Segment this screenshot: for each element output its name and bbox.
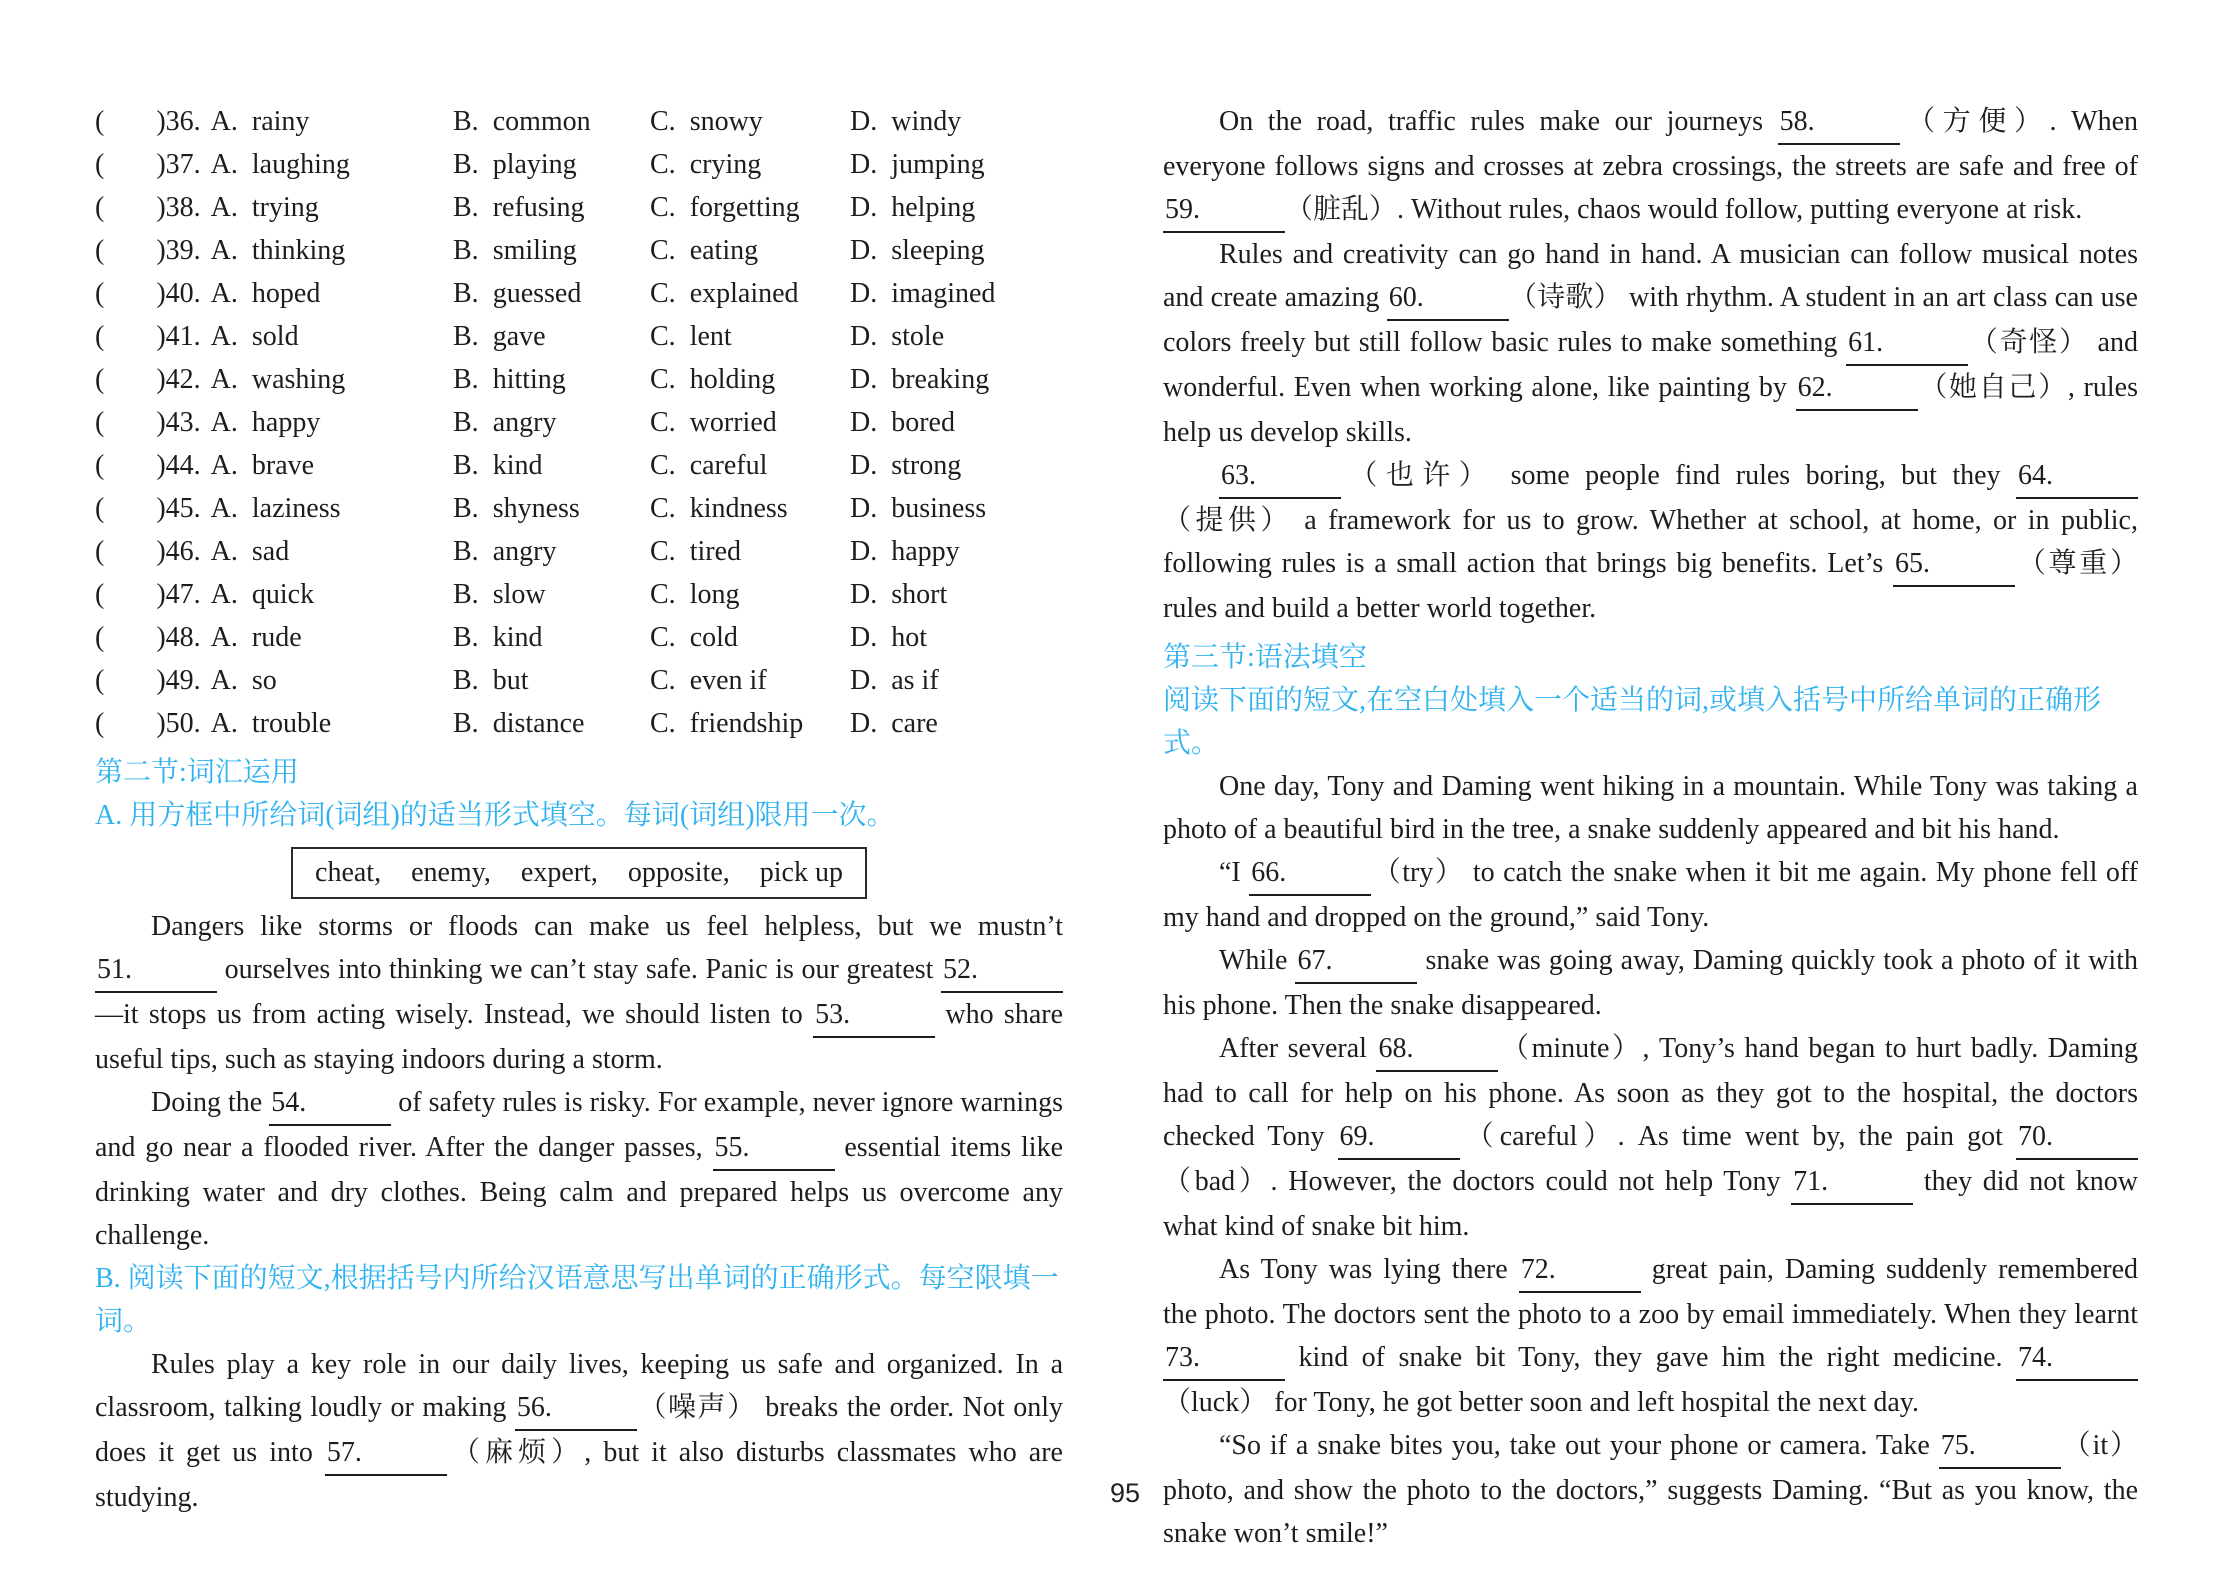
option-text: holding [689, 364, 776, 395]
option-text: long [689, 579, 740, 610]
option-text: slow [492, 579, 546, 610]
fill-in-blank: 61. [1846, 321, 1968, 366]
option-text: breaking [891, 364, 990, 395]
option-label: A. [210, 708, 238, 739]
mcq-stem-cell [95, 358, 453, 401]
passage-paragraph: Dangers like storms or floods can make us feel helpless, but we mustn’t 51. ourselves into thinking we can’t stay safe. Panic is our greatest 52.—it stops us from acting wisely. Instead, we should listen to 53. who share useful tips, such as staying indoors during a storm. [95, 911, 1064, 1075]
option-text: thinking [251, 235, 346, 266]
mcq-option-cell [650, 401, 850, 444]
option-text: sold [251, 321, 299, 352]
parenthetical-hint: （luck） [1163, 1387, 1268, 1418]
mcq-stem-cell [95, 315, 453, 358]
page-number: 95 [1109, 1478, 1141, 1508]
option-text: rude [251, 622, 302, 653]
option-text: but [492, 665, 529, 696]
fill-in-blank: 51. [95, 948, 217, 993]
option-text: so [251, 665, 277, 696]
mcq-option-cell [650, 616, 850, 659]
option-label: D. [850, 149, 878, 180]
option-text: kind [492, 450, 543, 481]
mcq-option-cell [453, 315, 650, 358]
mcq-option-cell [850, 487, 1063, 530]
option-label: C. [650, 622, 676, 653]
option-label: A. [210, 450, 238, 481]
option-text: as if [891, 665, 939, 696]
mcq-row [95, 659, 1063, 702]
option-label: D. [850, 235, 878, 266]
option-text: refusing [492, 192, 585, 223]
fill-in-blank: 58. [1778, 100, 1900, 145]
question-number: )47. [156, 579, 201, 610]
mcq-option-cell [650, 272, 850, 315]
option-label: C. [650, 665, 676, 696]
fill-in-blank: 65. [1893, 542, 2015, 587]
option-label: A. [210, 536, 238, 567]
option-text: windy [891, 106, 962, 137]
fill-in-blank: 56. [515, 1386, 637, 1431]
option-label: A. [210, 192, 238, 223]
answer-open-paren: ( [95, 149, 105, 180]
mcq-row [95, 315, 1063, 358]
question-number: )49. [156, 665, 201, 696]
mcq-option-cell [850, 358, 1063, 401]
answer-open-paren: ( [95, 192, 105, 223]
option-label: B. [453, 278, 479, 309]
answer-open-paren: ( [95, 536, 105, 567]
option-label: B. [453, 106, 479, 137]
mcq-option-cell [650, 358, 850, 401]
option-label: D. [850, 106, 878, 137]
passage-paragraph: “I 66. （try） to catch the snake when it bit me again. My phone fell off my hand and dropped on the ground,” said Tony. [1163, 851, 2138, 939]
answer-open-paren: ( [95, 708, 105, 739]
parenthetical-hint: （尊重） [2015, 548, 2138, 579]
option-label: D. [850, 407, 878, 438]
parenthetical-hint: （minute） [1498, 1033, 1643, 1064]
mcq-stem-cell [95, 100, 453, 143]
option-label: D. [850, 536, 878, 567]
fill-in-blank: 66. [1249, 851, 1371, 896]
option-label: D. [850, 278, 878, 309]
mcq-row [95, 573, 1063, 616]
question-number: )38. [156, 192, 201, 223]
option-label: C. [650, 149, 676, 180]
mcq-option-cell [453, 186, 650, 229]
option-text: angry [492, 407, 557, 438]
option-text: friendship [689, 708, 804, 739]
word-bank-item: enemy, [411, 857, 491, 888]
option-label: B. [453, 708, 479, 739]
mcq-option-cell [650, 143, 850, 186]
option-text: angry [492, 536, 557, 567]
section3-passage [1163, 765, 2138, 1555]
mcq-option-cell [850, 573, 1063, 616]
option-label: D. [850, 579, 878, 610]
option-text: strong [891, 450, 962, 481]
mcq-row [95, 401, 1063, 444]
parenthetical-hint: （方便） [1899, 106, 2050, 137]
partB-passage-left [95, 1343, 1063, 1519]
fill-in-blank: 63. [1219, 454, 1341, 499]
mcq-option-cell [650, 315, 850, 358]
fill-in-blank: 64. [2016, 454, 2138, 499]
mcq-option-cell [453, 143, 650, 186]
answer-open-paren: ( [95, 665, 105, 696]
mcq-option-cell [850, 272, 1063, 315]
option-label: B. [453, 407, 479, 438]
option-text: happy [251, 407, 321, 438]
option-label: C. [650, 235, 676, 266]
option-label: A. [210, 235, 238, 266]
mcq-option-cell [650, 487, 850, 530]
answer-open-paren: ( [95, 407, 105, 438]
option-text: guessed [492, 278, 582, 309]
word-bank-item: opposite, [627, 857, 730, 888]
partA-passage [95, 905, 1063, 1257]
answer-open-paren: ( [95, 450, 105, 481]
multiple-choice-block [95, 100, 1063, 745]
mcq-row [95, 272, 1063, 315]
fill-in-blank: 75. [1939, 1424, 2061, 1469]
mcq-option-cell [650, 702, 850, 745]
mcq-stem-cell [95, 702, 453, 745]
parenthetical-hint: （try） [1371, 857, 1465, 888]
option-label: A. [210, 407, 238, 438]
fill-in-blank: 52. [941, 948, 1063, 993]
question-number: )42. [156, 364, 201, 395]
option-label: A. [210, 665, 238, 696]
mcq-row [95, 100, 1063, 143]
option-label: A. [210, 321, 238, 352]
mcq-row [95, 616, 1063, 659]
option-label: B. [453, 450, 479, 481]
option-text: careful [689, 450, 768, 481]
option-text: kind [492, 622, 543, 653]
option-text: even if [689, 665, 767, 696]
question-number: )46. [156, 536, 201, 567]
fill-in-blank: 67. [1295, 939, 1417, 984]
option-text: playing [492, 149, 577, 180]
parenthetical-hint: （噪声） [636, 1392, 757, 1423]
option-label: C. [650, 536, 676, 567]
option-label: B. [453, 321, 479, 352]
option-text: crying [689, 149, 762, 180]
mcq-option-cell [850, 616, 1063, 659]
option-text: snowy [689, 106, 763, 137]
option-label: B. [453, 192, 479, 223]
mcq-option-cell [650, 573, 850, 616]
mcq-option-cell [453, 487, 650, 530]
option-text: kindness [689, 493, 788, 524]
option-text: care [891, 708, 938, 739]
mcq-option-cell [453, 272, 650, 315]
parenthetical-hint: （也许） [1341, 460, 1496, 491]
mcq-option-cell [850, 444, 1063, 487]
answer-open-paren: ( [95, 364, 105, 395]
answer-open-paren: ( [95, 622, 105, 653]
option-text: cold [689, 622, 738, 653]
option-text: sleeping [891, 235, 985, 266]
option-label: D. [850, 708, 878, 739]
mcq-stem-cell [95, 487, 453, 530]
option-text: eating [689, 235, 759, 266]
option-label: A. [210, 579, 238, 610]
fill-in-blank: 70. [2016, 1115, 2138, 1160]
fill-in-blank: 68. [1376, 1027, 1498, 1072]
word-bank-wrap [95, 847, 1063, 899]
parenthetical-hint: （奇怪） [1968, 327, 2089, 358]
mcq-option-cell [850, 401, 1063, 444]
mcq-option-cell [650, 530, 850, 573]
option-text: brave [251, 450, 315, 481]
mcq-option-cell [453, 358, 650, 401]
option-label: C. [650, 493, 676, 524]
mcq-option-cell [850, 186, 1063, 229]
answer-open-paren: ( [95, 493, 105, 524]
question-number: )41. [156, 321, 201, 352]
word-bank-item: cheat, [315, 857, 382, 888]
parenthetical-hint: （脏乱） [1285, 194, 1398, 225]
option-text: trouble [251, 708, 332, 739]
mcq-option-cell [850, 100, 1063, 143]
option-text: hot [891, 622, 928, 653]
section3-instruction: 阅读下面的短文,在空白处填入一个适当的词,或填入括号中所给单词的正确形式。 [1163, 685, 2102, 759]
left-column [95, 100, 1063, 1519]
fill-in-blank: 73. [1163, 1336, 1285, 1381]
word-bank [291, 847, 867, 899]
parenthetical-hint: （麻烦） [446, 1437, 585, 1468]
option-label: A. [210, 106, 238, 137]
mcq-option-cell [850, 659, 1063, 702]
option-text: bored [891, 407, 955, 438]
parenthetical-hint: （提供） [1163, 505, 1293, 536]
fill-in-blank: 57. [325, 1431, 447, 1476]
option-label: B. [453, 235, 479, 266]
option-text: quick [251, 579, 315, 610]
option-label: C. [650, 407, 676, 438]
mcq-row [95, 229, 1063, 272]
partB-passage-right [1163, 100, 2138, 630]
option-label: D. [850, 665, 878, 696]
mcq-option-cell [850, 229, 1063, 272]
fill-in-blank: 72. [1519, 1248, 1641, 1293]
mcq-row [95, 530, 1063, 573]
question-number: )40. [156, 278, 201, 309]
option-label: C. [650, 321, 676, 352]
mcq-row [95, 186, 1063, 229]
option-text: worried [689, 407, 777, 438]
option-label: C. [650, 192, 676, 223]
passage-paragraph: “So if a snake bites you, take out your phone or camera. Take 75. （it） photo, and show the photo to the doctors,” suggests Daming. “But as you know, the snake won’t smile!” [1163, 1424, 2138, 1555]
passage-paragraph: After several 68. （minute）, Tony’s hand began to hurt badly. Daming had to call for help on his phone. As soon as they got to the hospital, the doctors checked Tony 69. （careful）. As time went by, the pain got 70.（bad）. However, the doctors could not help Tony 71. they did not know what kind of snake bit him. [1163, 1027, 2138, 1248]
answer-open-paren: ( [95, 235, 105, 266]
option-label: C. [650, 450, 676, 481]
right-column [1163, 100, 2138, 1555]
option-label: D. [850, 192, 878, 223]
mcq-stem-cell [95, 401, 453, 444]
mcq-option-cell [453, 659, 650, 702]
mcq-row [95, 487, 1063, 530]
mcq-option-cell [453, 401, 650, 444]
option-label: B. [453, 579, 479, 610]
option-text: jumping [891, 149, 985, 180]
parenthetical-hint: （诗歌） [1508, 282, 1622, 313]
option-text: short [891, 579, 948, 610]
answer-open-paren: ( [95, 278, 105, 309]
section2-partA-instruction: A. 用方框中所给词(词组)的适当形式填空。每词(词组)限用一次。 [95, 800, 895, 831]
question-number: )50. [156, 708, 201, 739]
option-text: hitting [492, 364, 566, 395]
passage-paragraph: On the road, traffic rules make our journeys 58. （方便）. When everyone follows signs and crosses at zebra crossings, the streets are safe and free of 59. （脏乱）. Without rules, chaos would follow, putting everyone at risk. [1163, 100, 2138, 233]
mcq-option-cell [453, 616, 650, 659]
mcq-option-cell [453, 573, 650, 616]
mcq-stem-cell [95, 272, 453, 315]
option-label: A. [210, 364, 238, 395]
question-number: )48. [156, 622, 201, 653]
option-text: business [891, 493, 987, 524]
option-label: B. [453, 622, 479, 653]
mcq-option-cell [650, 229, 850, 272]
mcq-option-cell [453, 100, 650, 143]
fill-in-blank: 74. [2016, 1336, 2138, 1381]
option-label: B. [453, 149, 479, 180]
option-text: smiling [492, 235, 577, 266]
fill-in-blank: 54. [269, 1081, 391, 1126]
passage-paragraph: While 67. snake was going away, Daming quickly took a photo of it with his phone. Then the snake disappeared. [1163, 939, 2138, 1027]
option-label: A. [210, 278, 238, 309]
option-text: imagined [891, 278, 996, 309]
passage-paragraph: Doing the 54. of safety rules is risky. For example, never ignore warnings and go near a flooded river. After the danger passes, 55. essential items like drinking water and dry clothes. Being calm and prepared helps us overcome any challenge. [95, 1081, 1063, 1257]
option-label: D. [850, 622, 878, 653]
fill-in-blank: 62. [1796, 366, 1918, 411]
fill-in-blank: 53. [813, 993, 935, 1038]
mcq-option-cell [650, 444, 850, 487]
section2-partB-instruction: B. 阅读下面的短文,根据括号内所给汉语意思写出单词的正确形式。每空限填一词。 [95, 1263, 1059, 1337]
option-label: B. [453, 493, 479, 524]
option-label: A. [210, 622, 238, 653]
option-label: C. [650, 708, 676, 739]
answer-open-paren: ( [95, 106, 105, 137]
option-label: C. [650, 106, 676, 137]
option-text: trying [251, 192, 319, 223]
option-text: forgetting [689, 192, 800, 223]
mcq-option-cell [453, 702, 650, 745]
mcq-option-cell [650, 100, 850, 143]
option-text: hoped [251, 278, 321, 309]
passage-paragraph: Rules play a key role in our daily lives, keeping us safe and organized. In a classroom, talking loudly or making 56. （噪声） breaks the order. Not only does it get us into 57. （麻烦）, but it also disturbs classmates who are studying. [95, 1349, 1063, 1513]
option-text: laughing [251, 149, 350, 180]
question-number: )39. [156, 235, 201, 266]
option-label: B. [453, 665, 479, 696]
question-number: )44. [156, 450, 201, 481]
mcq-stem-cell [95, 573, 453, 616]
option-text: lent [689, 321, 732, 352]
mcq-row [95, 358, 1063, 401]
parenthetical-hint: （careful） [1459, 1121, 1618, 1152]
option-text: rainy [251, 106, 310, 137]
question-number: )43. [156, 407, 201, 438]
fill-in-blank: 59. [1163, 188, 1285, 233]
answer-open-paren: ( [95, 321, 105, 352]
mcq-option-cell [453, 229, 650, 272]
option-text: laziness [251, 493, 341, 524]
option-text: gave [492, 321, 546, 352]
passage-paragraph: 63. （也许） some people find rules boring, but they 64.（提供） a framework for us to grow. Whether at school, at home, or in public, following rules is a small action that brings big benefits. Let’s 65. （尊重） rules and build a better world together. [1163, 454, 2138, 630]
mcq-stem-cell [95, 186, 453, 229]
mcq-option-cell [850, 143, 1063, 186]
mcq-row [95, 444, 1063, 487]
passage-paragraph: One day, Tony and Daming went hiking in a mountain. While Tony was taking a photo of a beautiful bird in the tree, a snake suddenly appeared and bit his hand. [1163, 771, 2138, 845]
mcq-option-cell [650, 186, 850, 229]
mcq-option-cell [650, 659, 850, 702]
word-bank-item: pick up [759, 857, 843, 888]
mcq-option-cell [453, 530, 650, 573]
mcq-option-cell [850, 530, 1063, 573]
fill-in-blank: 69. [1338, 1115, 1460, 1160]
option-text: washing [251, 364, 346, 395]
mcq-stem-cell [95, 444, 453, 487]
mcq-stem-cell [95, 229, 453, 272]
word-bank-item: expert, [520, 857, 598, 888]
fill-in-blank: 55. [713, 1126, 835, 1171]
option-text: shyness [492, 493, 580, 524]
option-label: D. [850, 493, 878, 524]
option-text: distance [492, 708, 585, 739]
parenthetical-hint: （bad） [1163, 1166, 1271, 1197]
fill-in-blank: 60. [1387, 276, 1509, 321]
passage-paragraph: As Tony was lying there 72. great pain, Daming suddenly remembered the photo. The doctors sent the photo to a zoo by email immediately. When they learnt 73. kind of snake bit Tony, they gave him the right medicine. 74.（luck） for Tony, he got better soon and left hospital the next day. [1163, 1248, 2138, 1424]
mcq-row [95, 143, 1063, 186]
question-number: )37. [156, 149, 201, 180]
question-number: )45. [156, 493, 201, 524]
option-text: common [492, 106, 591, 137]
answer-open-paren: ( [95, 579, 105, 610]
option-text: helping [891, 192, 976, 223]
option-label: C. [650, 278, 676, 309]
option-text: sad [251, 536, 290, 567]
section3-heading: 第三节:语法填空 [1163, 642, 1367, 673]
option-label: D. [850, 321, 878, 352]
mcq-option-cell [850, 702, 1063, 745]
option-label: B. [453, 536, 479, 567]
mcq-option-cell [850, 315, 1063, 358]
mcq-stem-cell [95, 530, 453, 573]
option-label: D. [850, 364, 878, 395]
option-text: happy [891, 536, 960, 567]
option-text: explained [689, 278, 799, 309]
option-label: A. [210, 149, 238, 180]
mcq-row [95, 702, 1063, 745]
option-text: tired [689, 536, 741, 567]
section2-heading: 第二节:词汇运用 [95, 757, 299, 788]
option-text: stole [891, 321, 945, 352]
mcq-option-cell [453, 444, 650, 487]
fill-in-blank: 71. [1791, 1160, 1913, 1205]
mcq-stem-cell [95, 616, 453, 659]
parenthetical-hint: （it） [2060, 1430, 2139, 1461]
parenthetical-hint: （她自己） [1917, 372, 2068, 403]
option-label: D. [850, 450, 878, 481]
option-label: C. [650, 364, 676, 395]
mcq-stem-cell [95, 659, 453, 702]
mcq-stem-cell [95, 143, 453, 186]
question-number: )36. [156, 106, 201, 137]
option-label: A. [210, 493, 238, 524]
option-label: C. [650, 579, 676, 610]
passage-paragraph: Rules and creativity can go hand in hand. A musician can follow musical notes and create amazing 60. （诗歌） with rhythm. A student in an art class can use colors freely but still follow basic rules to make something 61. （奇怪） and wonderful. Even when working alone, like painting by 62. （她自己）, rules help us develop skills. [1163, 239, 2138, 448]
option-label: B. [453, 364, 479, 395]
